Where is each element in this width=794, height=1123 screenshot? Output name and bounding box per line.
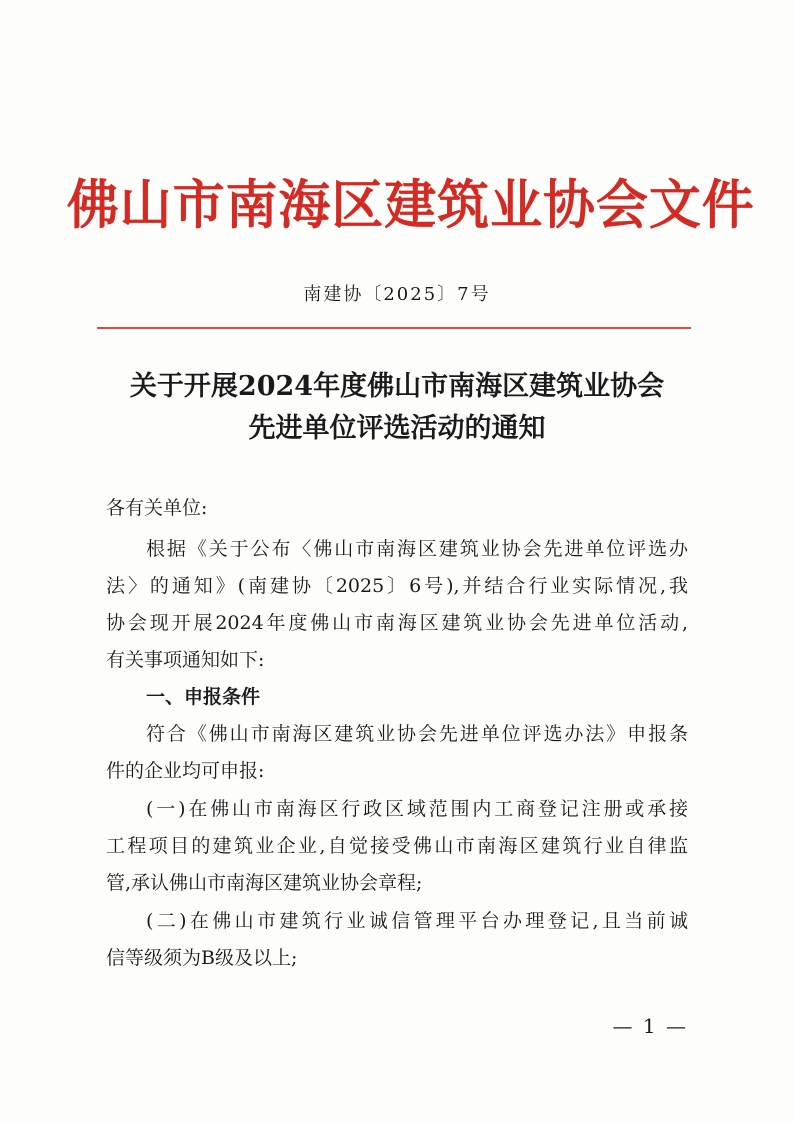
paragraph-2-line-2: 件的企业均可申报: (106, 760, 265, 782)
document-number: 南建协〔2025〕7号 (303, 284, 491, 305)
paragraph-1-line-1: 根据《关于公布〈佛山市南海区建筑业协会先进单位评选办 (146, 538, 688, 560)
item-2-line-2: 信等级须为B级及以上; (106, 947, 298, 969)
item-1-line-1: (一)在佛山市南海区行政区域范围内工商登记注册或承接 (146, 798, 688, 820)
salutation: 各有关单位: (106, 497, 208, 519)
notice-title-line-2: 先进单位评选活动的通知 (248, 413, 546, 444)
red-divider-line (97, 327, 691, 329)
section-1-heading: 一、申报条件 (146, 686, 261, 708)
item-1-line-3: 管,承认佛山市南海区建筑业协会章程; (106, 872, 423, 894)
page-number: — 1 — (612, 1014, 688, 1038)
paragraph-2-line-1: 符合《佛山市南海区建筑业协会先进单位评选办法》申报条 (146, 723, 688, 745)
paragraph-1-line-2: 法〉的通知》(南建协〔2025〕6号),并结合行业实际情况,我 (106, 575, 688, 597)
item-1-line-2: 工程项目的建筑业企业,自觉接受佛山市南海区建筑行业自律监 (106, 835, 688, 857)
paragraph-1-line-3: 协会现开展2024年度佛山市南海区建筑业协会先进单位活动, (106, 612, 688, 634)
notice-title-line-1: 关于开展2024年度佛山市南海区建筑业协会 (129, 371, 665, 402)
paragraph-1-line-4: 有关事项通知如下: (106, 649, 265, 671)
notice-title (60, 366, 734, 450)
item-2-line-1: (二)在佛山市建筑行业诚信管理平台办理登记,且当前诚 (146, 910, 688, 932)
red-header-title: 佛山市南海区建筑业协会文件 (66, 175, 755, 236)
